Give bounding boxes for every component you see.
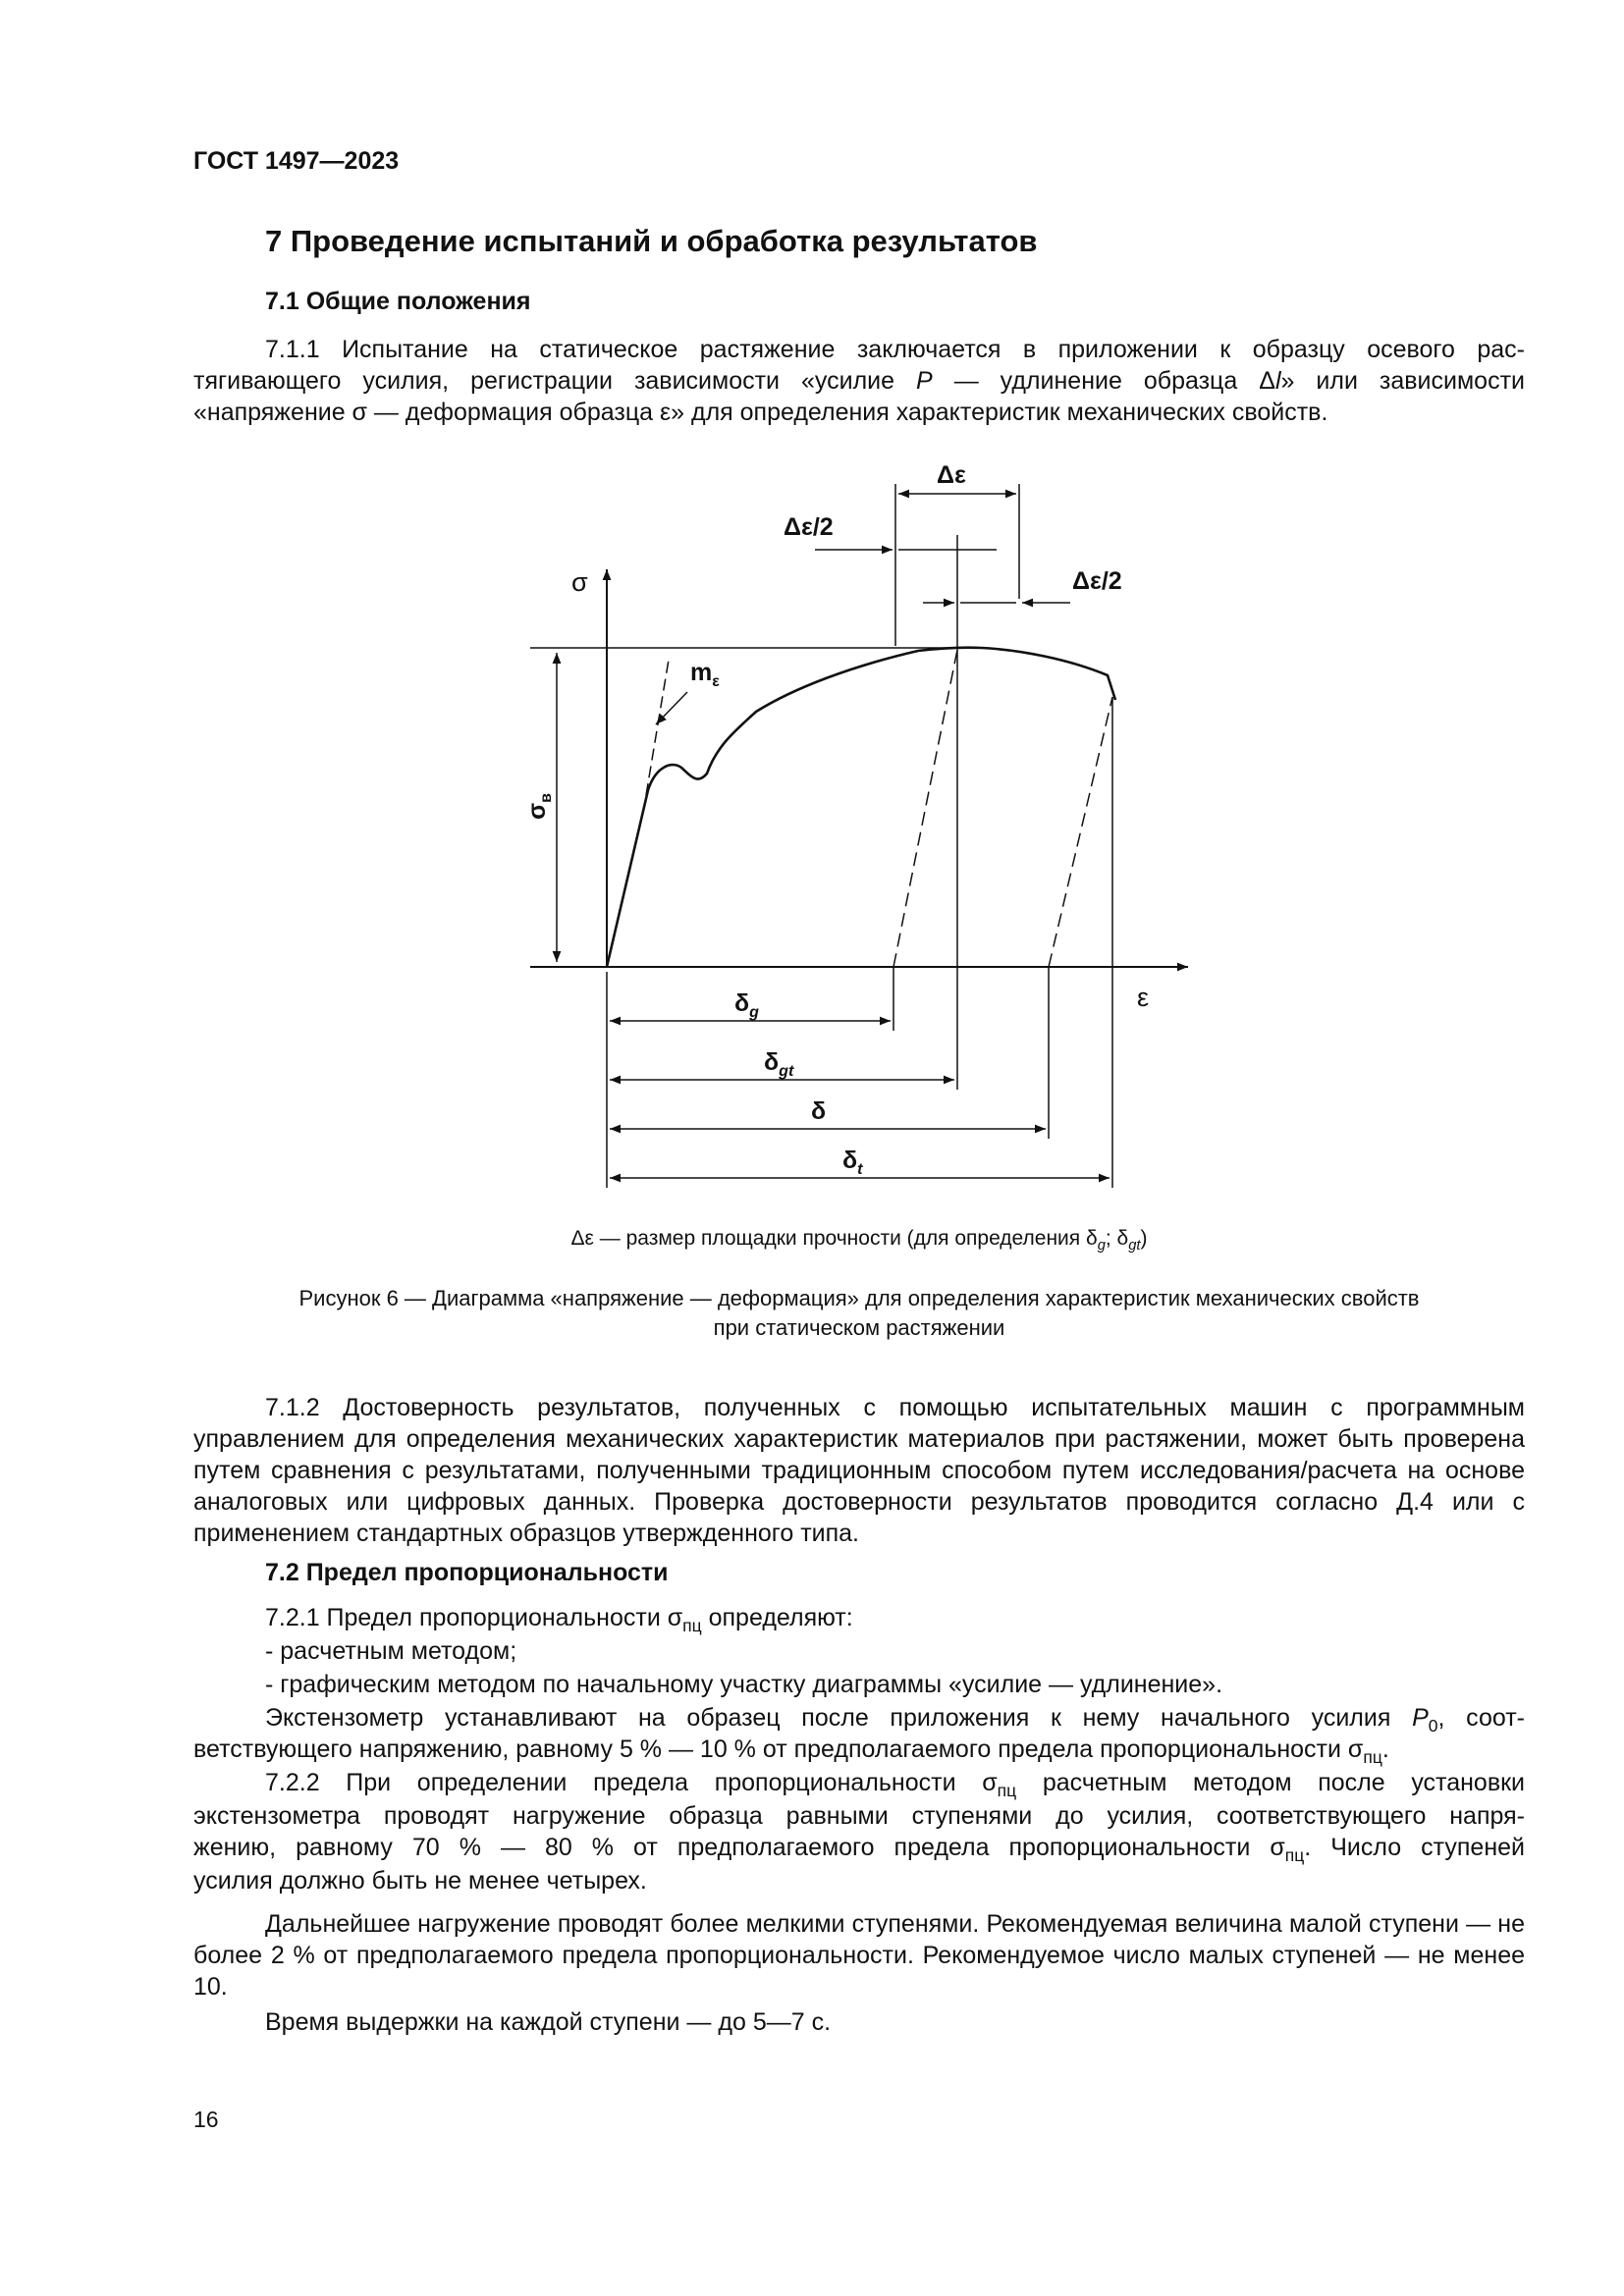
paragraph-7-2-1: 7.2.1 Предел пропорциональности $\sigma_{пц}$ определяют: [265,1604,853,1635]
svg-text:σв: $\sigma_в$ [523,793,555,820]
page-number: 16 [193,2107,219,2132]
subsection-7-2-title: 7.2 Предел пропорциональности [265,1559,669,1586]
paragraph-7-1-2: 7.1.2 Достоверность результатов, полученных с помощью испытательных машин с программным управлением для определения механических характеристик материалов при растяжении, может быть проверена путем сравнения с результатами, полученными традиционным способом путем исследования/расчета на основе аналоговых или цифровых данных. Проверка достоверности результатов проводится согласно Д.4 или с применением стандартных образцов утвержденного типа. [193,1394,1525,1547]
paragraph-hold-time: Время выдержки на каждой ступени — до 5—7 с. [265,2008,832,2036]
modulus-label: $m_\varepsilon$ [690,659,720,690]
document-code: ГОСТ 1497—2023 [193,147,400,175]
modulus-tangent-line [646,660,669,795]
modulus-leader [656,692,687,724]
figure-caption: Рисунок 6 — Диаграмма «напряжение — деформация» для определения характеристик механических свойств при статическом растяжении [298,1286,1420,1340]
paragraph-7-1-1-line-2: тягивающего усилия, регистрации зависимости «усилие P — удлинение образца Δl» или зависимости [193,367,1525,395]
unloading-line-g [893,650,957,967]
subsection-7-1-title: 7.1 Общие положения [265,288,531,315]
delta-label: δ [811,1097,827,1125]
half-left-label: Δε/2 [784,513,834,541]
list-item-calculation: - расчетным методом; [265,1637,517,1665]
paragraph-small-steps: Дальнейшее нагружение проводят более мелкими ступенями. Рекомендуемая величина малой ступени — не более 2 % от предполагаемого предела пропорциональности. Рекомендуемое число малых ступеней — не менее 10. [193,1910,1525,2001]
paragraph-7-2-2-line-4: усилия должно быть не менее четырех. [193,1867,647,1895]
figure-note: Δε — размер площадки прочности (для определения $\delta_g$; $\delta_{gt}$) [570,1227,1148,1255]
paragraph-7-2-2-line-2: экстензометра проводят нагружение образца равными ступенями до усилия, соответствующего напря- [193,1802,1525,1830]
section-title: 7 Проведение испытаний и обработка результатов [265,224,1038,258]
list-item-graphical: - графическим методом по начальному участку диаграммы «усилие — удлинение». [265,1671,1223,1698]
delta-gt-label: $\delta_{gt}$ [764,1048,794,1080]
epsilon-axis-label: ε [1137,983,1150,1012]
delta-eps-label: Δε [937,461,966,489]
delta-g-label: $\delta_g$ [734,989,759,1021]
sigma-v-label [523,793,555,820]
paragraph-7-2-2-line-1: 7.2.2 При определении предела пропорциональности $\sigma_{пц}$ расчетным методом после установки [265,1769,1526,1800]
sigma-axis-label: σ [571,567,588,597]
unloading-line-t [1049,697,1112,967]
paragraph-7-1-1-line-3: «напряжение σ — деформация образца ε» для определения характеристик механических свойств. [193,399,1328,426]
half-right-label: Δε/2 [1072,567,1122,595]
paragraph-7-1-1-line-1: 7.1.1 Испытание на статическое растяжение заключается в приложении к образцу осевого рас- [265,336,1525,363]
delta-t-label: $\delta_t$ [842,1147,863,1178]
extensometer-line-1: Экстензометр устанавливают на образец после приложения к нему начального усилия $P_0$, соот- [265,1704,1525,1735]
extensometer-line-2: ветствующего напряжению, равному 5 % — 10 % от предполагаемого предела пропорциональности $\sigma_{пц}$. [193,1735,1389,1767]
paragraph-7-2-2-line-3: жению, равному 70 % — 80 % от предполагаемого предела пропорциональности $\sigma_{пц}$. Число ступеней [193,1834,1525,1865]
